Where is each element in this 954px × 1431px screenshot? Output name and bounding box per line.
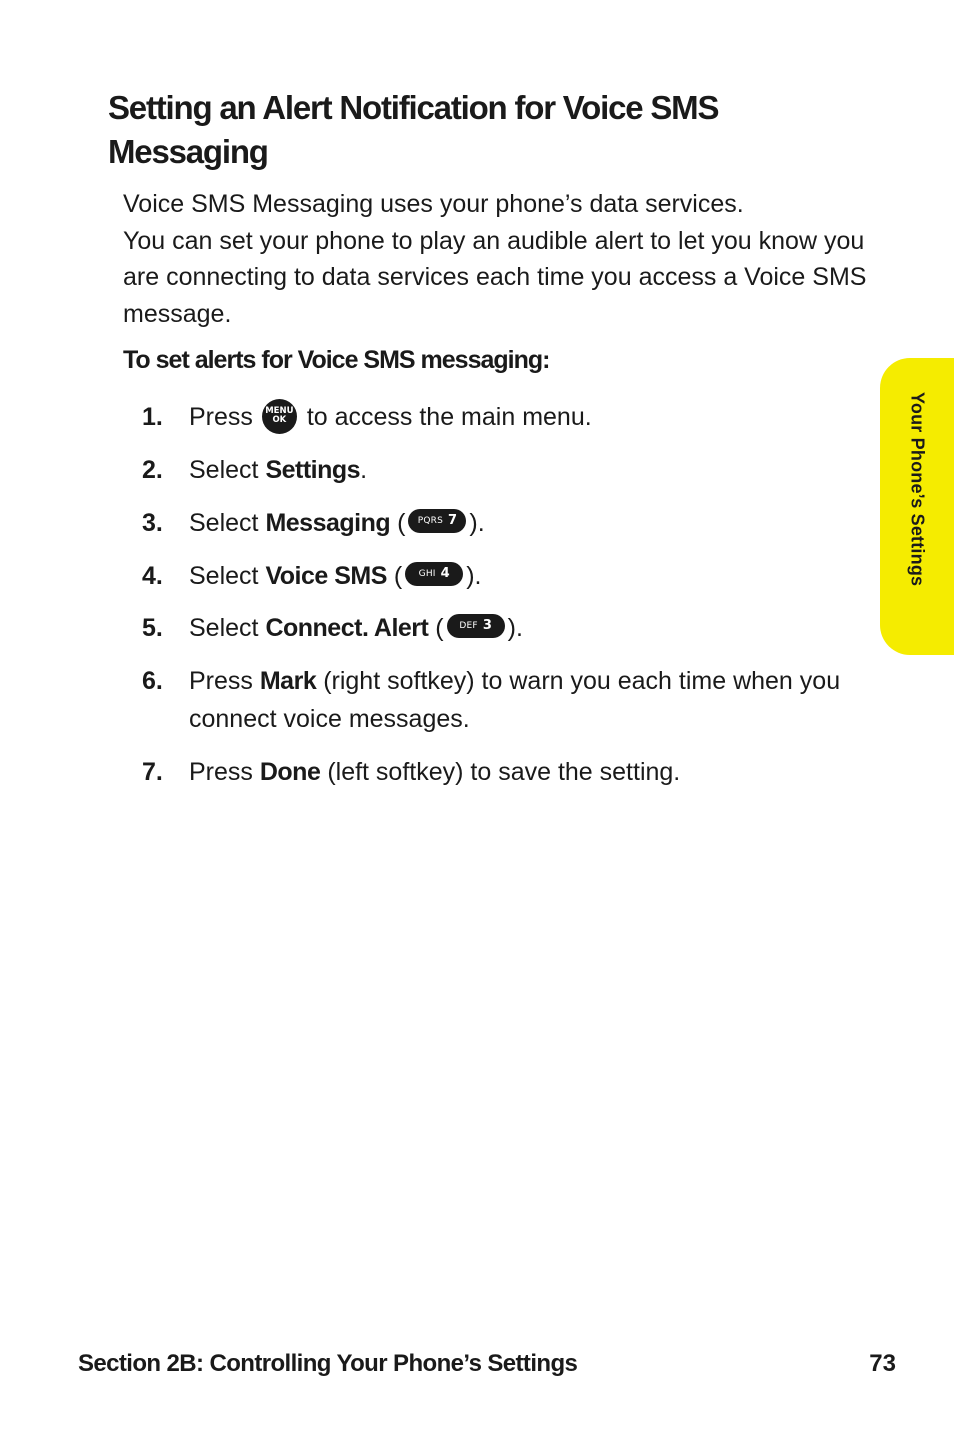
intro-line-2: You can set your phone to play an audible alert to let you know you are connecting to data services each time you access a Voice SMS message. <box>123 226 867 328</box>
step-text: Select Voice SMS ( GHI 4 ). <box>189 562 482 590</box>
intro-line-1: Voice SMS Messaging uses your phone’s data services. <box>123 190 744 218</box>
softkey-done: Done <box>259 758 321 786</box>
softkey-mark: Mark <box>259 667 317 695</box>
step-number: 2. <box>142 456 163 484</box>
menu-option-connect-alert: Connect. Alert <box>265 614 429 642</box>
step-text: Press Done (left softkey) to save the setting. <box>189 758 681 786</box>
page-number: 73 <box>869 1350 896 1377</box>
step-text: Select Messaging ( PQRS 7 ). <box>189 509 485 537</box>
step-number: 7. <box>142 758 163 786</box>
menu-option-voice-sms: Voice SMS <box>265 562 387 590</box>
intro-paragraph <box>123 186 873 332</box>
step-text: Press MENU OK to access the main menu. <box>189 398 859 436</box>
step-text: Press Mark (right softkey) to warn you each time when you connect voice messages. <box>189 667 841 733</box>
key-7-icon: PQRS 7 <box>408 509 466 533</box>
step-number: 1. <box>142 403 163 431</box>
step-text: Select Settings. <box>189 456 368 484</box>
section-tab-label: Your Phone’s Settings <box>907 392 928 587</box>
menu-ok-key-icon: MENU OK <box>262 399 297 434</box>
step-number: 3. <box>142 509 163 537</box>
step-text: Select Connect. Alert ( DEF 3 ). <box>189 614 523 642</box>
key-3-icon: DEF 3 <box>447 614 505 638</box>
step-number: 4. <box>142 562 163 590</box>
menu-option-messaging: Messaging <box>265 509 391 537</box>
menu-option-settings: Settings <box>265 456 361 484</box>
step-number: 6. <box>142 667 163 695</box>
procedure-heading: To set alerts for Voice SMS messaging: <box>123 346 550 374</box>
page-title: Setting an Alert Notification for Voice SMS Messaging <box>108 89 719 170</box>
key-4-icon: GHI 4 <box>405 562 463 586</box>
step-number: 5. <box>142 614 163 642</box>
footer-section-title: Section 2B: Controlling Your Phone’s Settings <box>78 1350 578 1377</box>
